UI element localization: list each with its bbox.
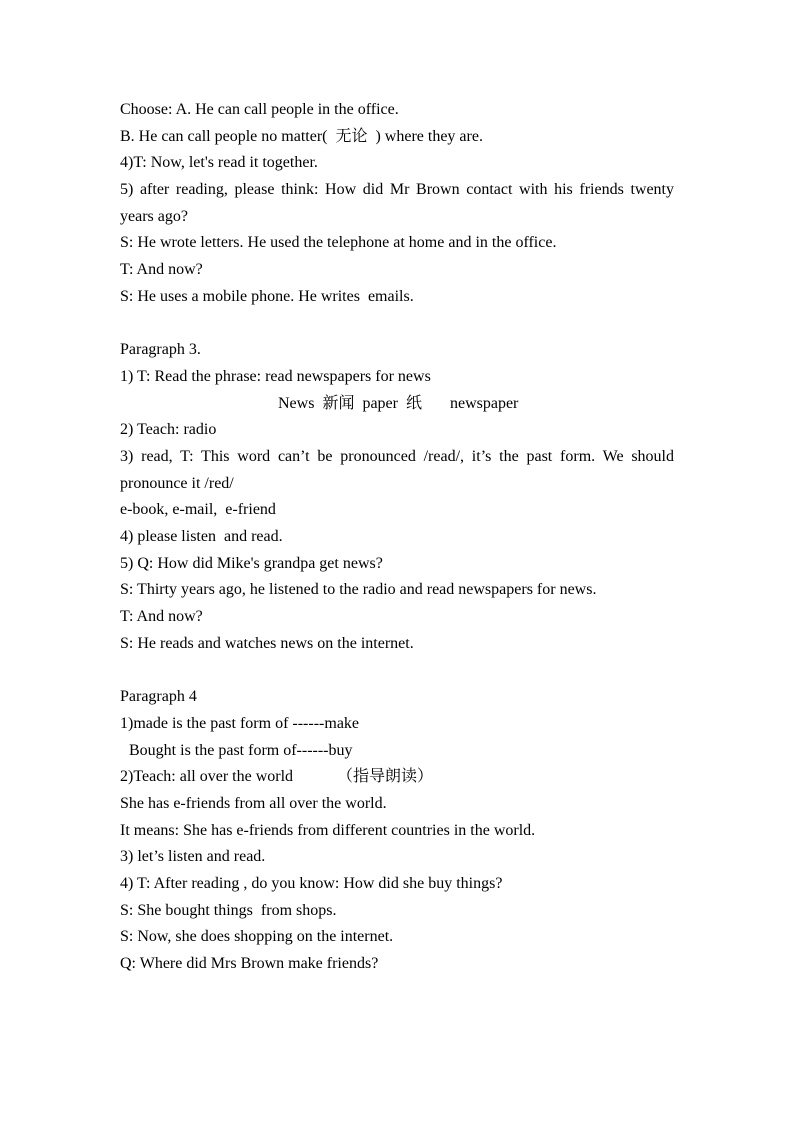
choice-a: Choose: A. He can call people in the office. xyxy=(120,101,399,118)
choice-b: B. He can call people no matter( 无论 ) where they are. xyxy=(120,127,483,145)
step-4: 4) please listen and read. xyxy=(120,528,283,546)
student-answer: S: Thirty years ago, he listened to the radio and read newspapers for news. xyxy=(120,581,597,599)
step-2: 2)Teach: all over the world （指导朗读） xyxy=(120,768,434,786)
student-answer: S: He uses a mobile phone. He writes emails. xyxy=(120,287,414,305)
question: Q: Where did Mrs Brown make friends? xyxy=(120,955,379,973)
example-sentence: She has e-friends from all over the world. xyxy=(120,794,387,812)
student-answer: S: He wrote letters. He used the telephone at home and in the office. xyxy=(120,234,557,252)
teacher-question: T: And now? xyxy=(120,261,203,279)
vocabulary-line: News 新闻 paper 纸 newspaper xyxy=(278,394,519,412)
teacher-question: T: And now? xyxy=(120,608,203,626)
spacer xyxy=(120,658,674,685)
student-answer: S: She bought things from shops. xyxy=(120,901,337,919)
step-5: 5) after reading, please think: How did Mr Brown contact with his friends twenty years ago? xyxy=(120,181,674,225)
paragraph-4-heading: Paragraph 4 xyxy=(120,688,197,706)
step-4: 4)T: Now, let's read it together. xyxy=(120,154,318,172)
step-1b: Bought is the past form of------buy xyxy=(129,741,353,759)
step-5: 5) Q: How did Mike's grandpa get news? xyxy=(120,554,383,572)
step-3: 3) let’s listen and read. xyxy=(120,848,266,866)
document-page xyxy=(120,97,674,978)
student-answer: S: He reads and watches news on the internet. xyxy=(120,634,414,652)
meaning-sentence: It means: She has e-friends from different countries in the world. xyxy=(120,821,536,839)
spacer xyxy=(120,311,674,338)
step-3: 3) read, T: This word can’t be pronounced /read/, it’s the past form. We should pronounce it /red/ xyxy=(120,447,674,492)
step-4: 4) T: After reading , do you know: How did she buy things? xyxy=(120,875,503,893)
step-2: 2) Teach: radio xyxy=(120,421,217,439)
student-answer: S: Now, she does shopping on the internet. xyxy=(120,928,394,946)
e-words: e-book, e-mail, e-friend xyxy=(120,501,276,519)
step-1a: 1)made is the past form of ------make xyxy=(120,714,360,732)
step-1: 1) T: Read the phrase: read newspapers for news xyxy=(120,367,431,385)
paragraph-3-heading: Paragraph 3. xyxy=(120,341,201,359)
